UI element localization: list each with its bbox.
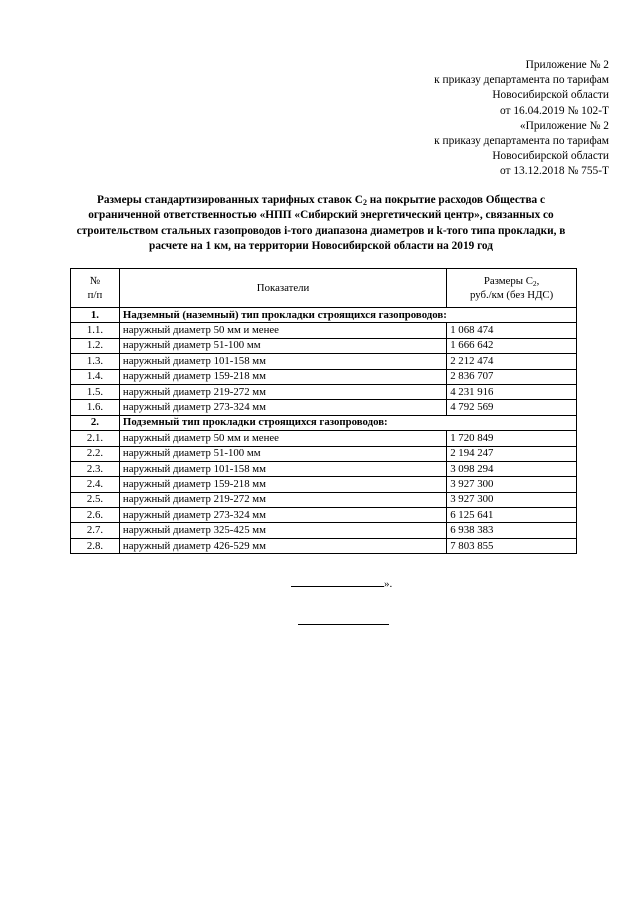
row-number: 2.7.	[71, 523, 120, 538]
row-indicator: наружный диаметр 101-158 мм	[119, 461, 446, 476]
row-number: 1.1.	[71, 323, 120, 338]
row-number: 1.4.	[71, 369, 120, 384]
row-rate-value: 1 068 474	[447, 323, 577, 338]
header-num: № п/п	[71, 269, 120, 308]
row-indicator: наружный диаметр 273-324 мм	[119, 508, 446, 523]
header-line: Приложение № 2	[525, 59, 609, 71]
header-indicators: Показатели	[119, 269, 446, 308]
table-row	[71, 477, 577, 492]
closing-line	[291, 577, 392, 590]
section-title: Подземный тип прокладки строящихся газопроводов:	[119, 415, 576, 430]
header-line: к приказу департамента по тарифам	[434, 74, 609, 87]
row-number: 1.2.	[71, 338, 120, 353]
appendix-header	[309, 58, 609, 180]
table-row	[71, 338, 577, 353]
row-indicator: наружный диаметр 51-100 мм	[119, 338, 446, 353]
header-line: Новосибирской области	[492, 150, 609, 163]
row-indicator: наружный диаметр 273-324 мм	[119, 400, 446, 415]
header-line: от 13.12.2018 № 755-Т	[499, 165, 609, 178]
row-indicator: наружный диаметр 219-272 мм	[119, 492, 446, 507]
row-indicator: наружный диаметр 51-100 мм	[119, 446, 446, 461]
row-indicator: наружный диаметр 101-158 мм	[119, 354, 446, 369]
row-number: 2.6.	[71, 508, 120, 523]
table-row	[71, 400, 577, 415]
row-number: 2.2.	[71, 446, 120, 461]
header-rate-size: Размеры $С_2$, руб./км (без НДС)	[447, 269, 577, 308]
row-rate-value: 7 803 855	[447, 538, 577, 553]
row-rate-value: 3 927 300	[447, 492, 577, 507]
table-row	[71, 492, 577, 507]
closing-quote: ».	[384, 578, 393, 590]
table-header-row	[71, 269, 577, 308]
table-row	[71, 446, 577, 461]
closing-underline	[291, 577, 384, 587]
header-line: от 16.04.2019 № 102-Т	[499, 104, 609, 117]
row-rate-value: 1 720 849	[447, 431, 577, 446]
table-row	[71, 508, 577, 523]
row-number: 1.6.	[71, 400, 120, 415]
table-row	[71, 461, 577, 476]
row-number: 2.1.	[71, 431, 120, 446]
row-rate-value: 3 927 300	[447, 477, 577, 492]
row-indicator: наружный диаметр 325-425 мм	[119, 523, 446, 538]
title-text: Размеры стандартизированных тарифных ставок С	[96, 194, 363, 206]
table-row	[71, 354, 577, 369]
header-line: Новосибирской области	[492, 89, 609, 102]
header-line: к приказу департамента по тарифам	[434, 135, 609, 148]
row-rate-value: 6 938 383	[447, 523, 577, 538]
section-row	[71, 415, 577, 430]
table-row	[71, 538, 577, 553]
row-number: 1.3.	[71, 354, 120, 369]
row-indicator: наружный диаметр 219-272 мм	[119, 384, 446, 399]
row-indicator: наружный диаметр 159-218 мм	[119, 369, 446, 384]
header-line: «Приложение № 2	[519, 119, 609, 132]
table-row	[71, 431, 577, 446]
rates-table	[70, 268, 577, 554]
table-row	[71, 384, 577, 399]
section-title: Надземный (наземный) тип прокладки строящихся газопроводов:	[119, 308, 576, 323]
row-number: 2.3.	[71, 461, 120, 476]
row-indicator: наружный диаметр 50 мм и менее	[119, 323, 446, 338]
document-title	[62, 193, 580, 255]
row-rate-value: 2 836 707	[447, 369, 577, 384]
row-rate-value: 1 666 642	[447, 338, 577, 353]
title-subscript: 2	[362, 198, 367, 207]
table-body	[71, 308, 577, 554]
title-text-continued: на покрытие расходов Общества с ограниченной ответственностью «НПП «Сибирский энергетический центр», связанных со строительством стальных газопроводов i-того диапазона диаметров и k-того типа прокладки, в расчете на 1 км, на территории Новосибирской области на 2019 год	[76, 194, 566, 253]
table-row	[71, 323, 577, 338]
row-rate-value: 4 231 916	[447, 384, 577, 399]
table-row	[71, 369, 577, 384]
row-rate-value: 2 194 247	[447, 446, 577, 461]
row-number: 2.4.	[71, 477, 120, 492]
row-indicator: наружный диаметр 426-529 мм	[119, 538, 446, 553]
row-indicator: наружный диаметр 159-218 мм	[119, 477, 446, 492]
row-number: 2.5.	[71, 492, 120, 507]
row-indicator: наружный диаметр 50 мм и менее	[119, 431, 446, 446]
section-number: 1.	[71, 308, 120, 323]
section-row	[71, 308, 577, 323]
row-number: 1.5.	[71, 384, 120, 399]
section-number: 2.	[71, 415, 120, 430]
row-number: 2.8.	[71, 538, 120, 553]
row-rate-value: 2 212 474	[447, 354, 577, 369]
row-rate-value: 4 792 569	[447, 400, 577, 415]
table-row	[71, 523, 577, 538]
bottom-divider	[298, 624, 389, 625]
row-rate-value: 3 098 294	[447, 461, 577, 476]
row-rate-value: 6 125 641	[447, 508, 577, 523]
